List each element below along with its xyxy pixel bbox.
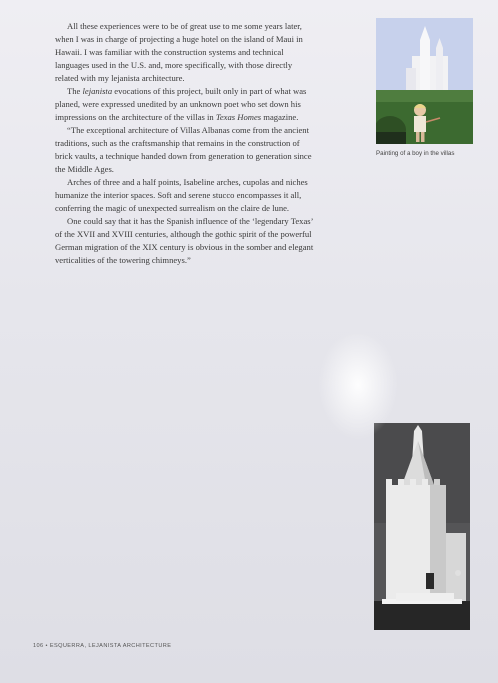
body-text (55, 20, 317, 267)
footer-separator: • (45, 643, 48, 649)
paragraph-3: “The exceptional architecture of Villas Albanas come from the ancient traditions, such as the craftsmanship that remains in the construction of brick vaults, a technique handed down from generation to generation since the Middle Ages. (55, 125, 312, 174)
painting-illustration (376, 18, 473, 144)
paragraph-1: All these experiences were to be of great use to me some years later, when I was in charge of projecting a huge hotel on the island of Maui in Hawaii. I was familiar with the construction systems and technical languages used in the U.S. and, more specifically, with those directly related with my lejanista architecture. (55, 21, 303, 83)
paragraph-4: Arches of three and a half points, Isabeline arches, cupolas and niches humanize the interior spaces. Soft and serene stucco encompasses it all, conferring the magic of unexpected surrealism on the claire de lune. (55, 177, 308, 213)
running-title: ESQUERRA, LEJANISTA ARCHITECTURE (49, 643, 172, 649)
paragraph-2-text-c: magazine. (261, 112, 299, 122)
tower-photo (374, 423, 470, 630)
tower-illustration (374, 423, 470, 630)
lejanista-italic: lejanista (82, 86, 113, 96)
paragraph-2-text-a: The (67, 86, 83, 96)
paragraph-5: One could say that it has the Spanish influence of the ‘legendary Texas’ of the XVII and XVIII centuries, although the gothic spirit of the powerful German migration of the XIX century is obvious in the somber and elegant verticalities of the towering chimneys.” (55, 216, 314, 265)
painting-caption: Painting of a boy in the villas (376, 150, 455, 157)
paragraph-2 (55, 85, 317, 124)
paragraph-2-text-b: evocations of this project, built only in part of what was planed, were expressed unedited by an unknown poet who set down his impressions on the architecture of the villas in (55, 86, 307, 122)
magazine-title-italic: Texas Homes (215, 112, 262, 122)
painting-image (376, 18, 473, 144)
page-footer (33, 643, 171, 649)
page-number: 106 (33, 643, 44, 649)
